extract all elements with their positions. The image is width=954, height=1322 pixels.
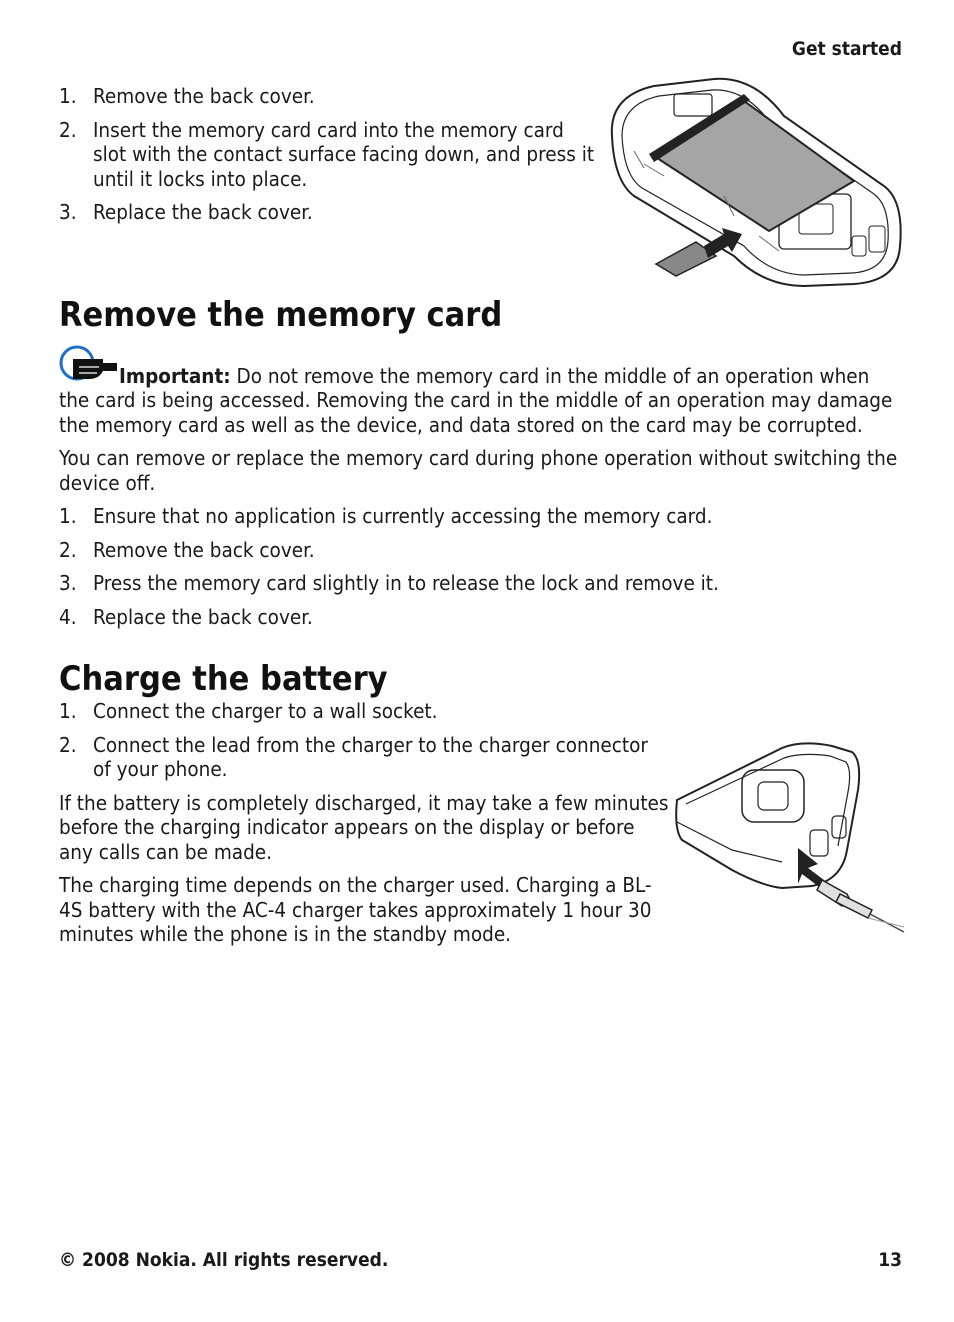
insert-card-steps <box>59 84 599 225</box>
charge-steps <box>59 699 669 782</box>
running-header: Get started <box>791 38 902 60</box>
charge-paragraph-1: If the battery is completely discharged, it may take a few minutes before the charging indicator appears on the display or before any calls can be made. <box>59 790 669 864</box>
list-item: 4. Replace the back cover. <box>59 604 313 629</box>
list-item: 2. Insert the memory card card into the memory card slot with the contact surface facing down, and press it until it locks into place. <box>59 117 595 191</box>
list-item: 3. Press the memory card slightly in to release the lock and remove it. <box>59 571 719 595</box>
important-note: Important: Do not remove the memory card in the middle of an operation when the card is being accessed. Removing the card in the middle of an operation may damage the memory card as well as the device, and data stored on the card may be corrupted. <box>59 345 902 438</box>
remove-card-steps <box>59 504 902 629</box>
charge-paragraph-2: The charging time depends on the charger used. Charging a BL-4S battery with the AC-4 charger takes approximately 1 hour 30 minutes while the phone is in the standby mode. <box>59 873 652 946</box>
important-note-hand-icon <box>59 345 119 385</box>
page-content <box>59 84 902 956</box>
remove-card-intro: You can remove or replace the memory card during phone operation without switching the device off. <box>59 446 898 495</box>
list-item: 1. Ensure that no application is currently accessing the memory card. <box>59 504 713 528</box>
section-title-remove-card: Remove the memory card <box>59 294 503 335</box>
footer-copyright: © 2008 Nokia. All rights reserved. <box>59 1249 389 1271</box>
section-title-charge-battery: Charge the battery <box>59 659 388 699</box>
list-item: 1. Connect the charger to a wall socket. <box>59 699 438 723</box>
page-number: 13 <box>878 1249 902 1271</box>
list-item: 1. Remove the back cover. <box>59 84 315 108</box>
list-item: 3. Replace the back cover. <box>59 200 313 224</box>
list-item: 2. Connect the lead from the charger to the charger connector of your phone. <box>59 732 648 781</box>
list-item: 2. Remove the back cover. <box>59 537 315 562</box>
